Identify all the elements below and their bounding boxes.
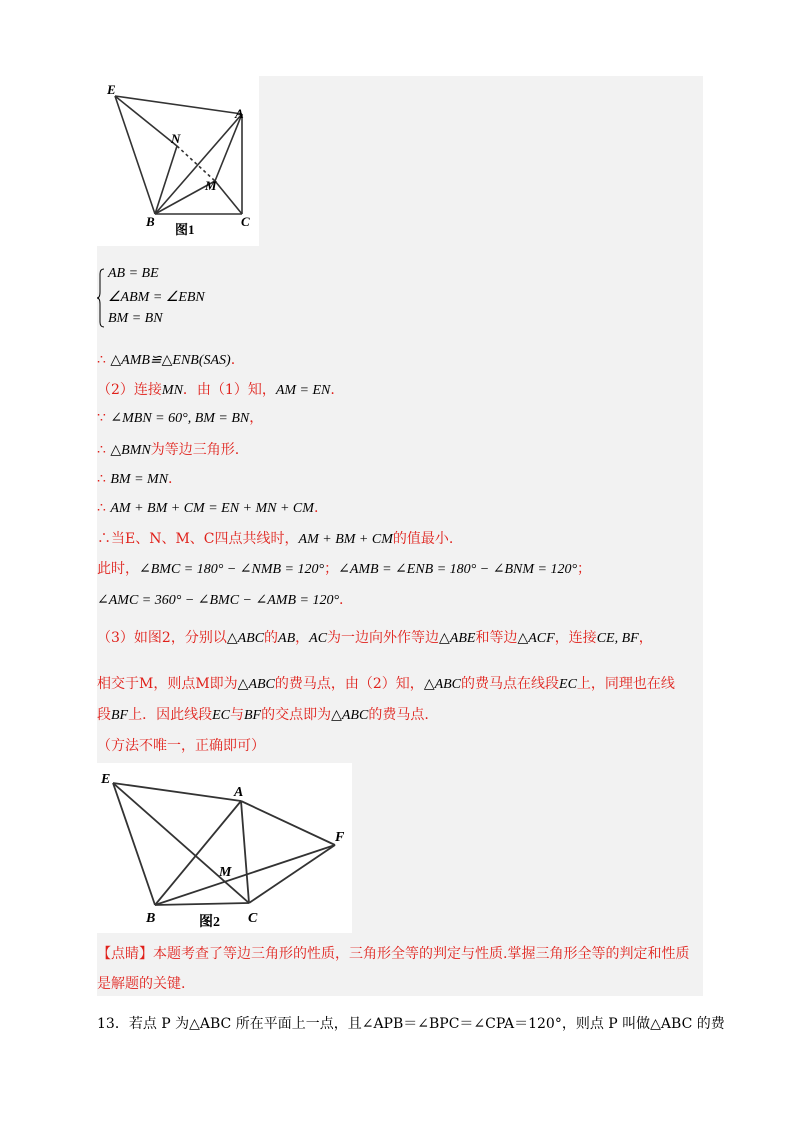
segment-EB [115, 96, 155, 214]
system-line-2: ∠ABM = ∠EBN [108, 290, 205, 305]
segment-EA [113, 783, 244, 801]
label-B: B [146, 214, 155, 229]
solution-line-6: ∴ AM + BM + CM = EN + MN + CM. [97, 500, 319, 516]
system-brace [97, 268, 105, 328]
solution-line-4: ∴ △BMN为等边三角形. [97, 442, 240, 458]
solution-line-10: （3）如图2，分别以△ABC的AB，AC为一边向外作等边△ABE和等边△ACF，连接CE, BF， [97, 630, 653, 646]
system-line-3: BM = BN [108, 311, 163, 326]
segment-MC [215, 181, 242, 214]
label-M: M [205, 178, 217, 193]
label-C: C [248, 911, 258, 926]
figure-1 [97, 76, 259, 246]
comment-tag: 【点睛】 [97, 946, 153, 962]
label-E: E [107, 82, 116, 97]
label-E: E [101, 772, 111, 787]
label-N: N [171, 131, 181, 146]
segment-AC [241, 801, 249, 903]
solution-line-11: 相交于M，则点M即为△ABC的费马点，由（2）知，△ABC的费马点在线段EC上，同理也在线 [97, 676, 675, 692]
label-M: M [219, 865, 232, 880]
comment-line-1: 【点睛】本题考查了等边三角形的性质，三角形全等的判定与性质.掌握三角形全等的判定和性质 [97, 946, 690, 962]
figure-1-diagram [97, 76, 259, 246]
label-C: C [241, 214, 250, 229]
solution-line-13: （方法不唯一，正确即可） [97, 738, 265, 754]
solution-line-12: 段BF上．因此线段EC与BF的交点即为△ABC的费马点. [97, 707, 429, 723]
solution-line-7: ∴当E、N、M、C四点共线时，AM + BM + CM的值最小. [97, 531, 454, 547]
segment-AM [215, 114, 242, 181]
solution-line-2: （2）连接MN．由（1）知，AM = EN. [97, 382, 335, 398]
question-13: 13．若点 P 为△ABC 所在平面上一点，且∠APB＝∠BPC＝∠CPA＝120°，则点 P 叫做△ABC 的费 [97, 1016, 725, 1032]
segment-BC [155, 903, 249, 905]
segment-AB [155, 801, 241, 905]
figure-1-caption: 图1 [175, 222, 195, 237]
label-A: A [234, 785, 244, 800]
solution-line-8: 此时，∠BMC = 180° − ∠NMB = 120°；∠AMB = ∠ENB = 180° − ∠BNM = 120°； [97, 561, 592, 577]
figure-2-caption: 图2 [199, 915, 220, 930]
figure-2-diagram [97, 763, 352, 933]
figure-2 [97, 763, 352, 933]
label-A: A [235, 106, 244, 121]
solution-line-9: ∠AMC = 360° − ∠BMC − ∠AMB = 120°. [97, 592, 344, 608]
solution-line-5: ∴ BM = MN. [97, 471, 173, 487]
label-F: F [335, 830, 345, 845]
solution-line-3: ∵ ∠MBN = 60°, BM = BN， [97, 410, 264, 426]
solution-line-1: ∴ △AMB≌△ENB(SAS). [97, 352, 236, 368]
comment-line-2: 是解题的关键. [97, 976, 186, 992]
system-line-1: AB = BE [108, 266, 159, 281]
segment-CF [249, 845, 335, 903]
label-B: B [146, 911, 156, 926]
segment-AF [241, 801, 335, 845]
